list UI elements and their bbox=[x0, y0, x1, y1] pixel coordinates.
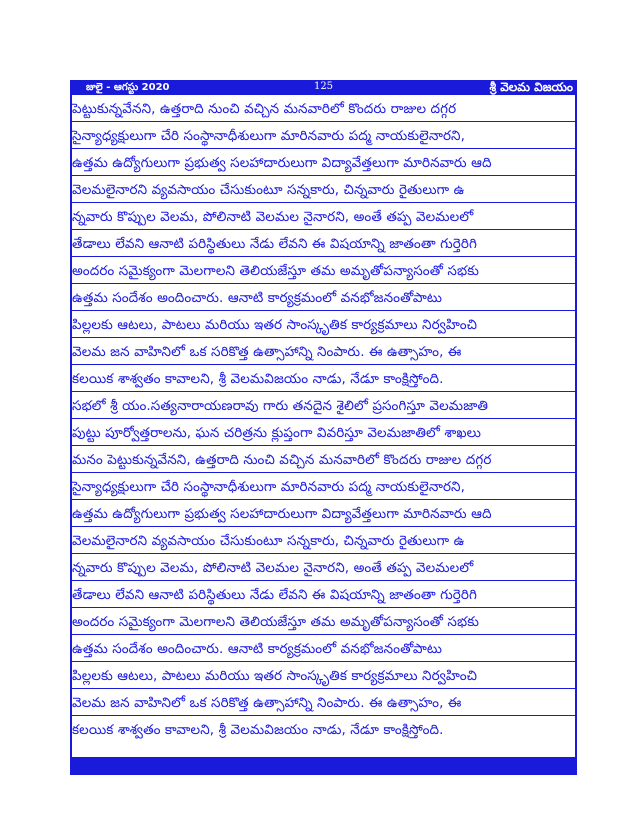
text-line: పిల్లలకు ఆటలు, పాటలు మరియు ఇతర సాంస్కృతిక కార్యక్రమాలు నిర్వహించి bbox=[72, 313, 575, 338]
text-line: పుట్టు పూర్వోత్తరాలను, ఘన చరిత్రను క్లుప్తంగా వివరిస్తూ వెలమజాతిలో శాఖలు bbox=[72, 421, 575, 446]
text-line: సైన్యాధ్యక్షులుగా చేరి సంస్థానాధీశులుగా మారినవారు పద్మ నాయకులైనారని, bbox=[72, 475, 575, 500]
text-line: న్నవారు కొప్పుల వెలమ, పోలినాటి వెలమల నైనారని, అంతే తప్ప వెలమలలో bbox=[72, 205, 575, 230]
text-line: ఉత్తమ సందేశం అందించారు. ఆనాటి కార్యక్రమంలో వనభోజనంతోపాటు bbox=[72, 637, 575, 662]
page-header bbox=[70, 80, 577, 95]
text-line: ఉత్తమ సందేశం అందించారు. ఆనాటి కార్యక్రమంలో వనభోజనంతోపాటు bbox=[72, 286, 575, 311]
text-line: అందరం సమైక్యంగా మెలగాలని తెలియజేస్తూ తమ అమృతోపన్యాసంతో సభకు bbox=[72, 259, 575, 284]
text-line: ఉత్తమ ఉద్యోగులుగా ప్రభుత్వ సలహాదారులుగా విద్యావేత్తలుగా మారినవారు ఆది bbox=[72, 151, 575, 176]
text-line: కలయిక శాశ్వతం కావాలని, శ్రీ వెలమవిజయం నాడు, నేడూ కాంక్షిస్తోంది. bbox=[72, 367, 575, 392]
issue-date: జులై - ఆగస్టు 2020 bbox=[86, 82, 170, 93]
text-line: తేడాలు లేవని ఆనాటి పరిస్థితులు నేడు లేవని ఈ విషయాన్ని జాతంతా గుర్తెరిగి bbox=[72, 583, 575, 608]
text-line: పెట్టుకున్నవేనని, ఉత్తరాది నుంచి వచ్చిన మనవారిలో కొందరు రాజుల దగ్గర bbox=[72, 97, 575, 122]
text-line: కలయిక శాశ్వతం కావాలని, శ్రీ వెలమవిజయం నాడు, నేడూ కాంక్షిస్తోంది. bbox=[72, 722, 444, 738]
text-line: వెలమ జన వాహినిలో ఒక సరికొత్త ఉత్సాహాన్ని నింపారు. ఈ ఉత్సాహం, ఈ bbox=[72, 340, 575, 365]
text-line: న్నవారు కొప్పుల వెలమ, పోలినాటి వెలమల నైనారని, అంతే తప్ప వెలమలలో bbox=[72, 556, 575, 581]
text-line: తేడాలు లేవని ఆనాటి పరిస్థితులు నేడు లేవని ఈ విషయాన్ని జాతంతా గుర్తెరిగి bbox=[72, 232, 575, 257]
text-line: సైన్యాధ్యక్షులుగా చేరి సంస్థానాధీశులుగా మారినవారు పద్మ నాయకులైనారని, bbox=[72, 124, 575, 149]
text-line: వెలమ జన వాహినిలో ఒక సరికొత్త ఉత్సాహాన్ని నింపారు. ఈ ఉత్సాహం, ఈ bbox=[72, 691, 575, 716]
article-body bbox=[70, 95, 577, 757]
text-line: వెలమలైనారని వ్యవసాయం చేసుకుంటూ సన్నకారు, చిన్నవారు రైతులుగా ఉ bbox=[72, 178, 575, 203]
text-line: మనం పెట్టుకున్నవేనని, ఉత్తరాది నుంచి వచ్చిన మనవారిలో కొందరు రాజుల దగ్గర bbox=[72, 448, 575, 473]
text-line: అందరం సమైక్యంగా మెలగాలని తెలియజేస్తూ తమ అమృతోపన్యాసంతో సభకు bbox=[72, 610, 575, 635]
magazine-title: శ్రీ వెలమ విజయం bbox=[489, 80, 573, 94]
text-line: పిల్లలకు ఆటలు, పాటలు మరియు ఇతర సాంస్కృతిక కార్యక్రమాలు నిర్వహించి bbox=[72, 664, 575, 689]
text-line: వెలమలైనారని వ్యవసాయం చేసుకుంటూ సన్నకారు, చిన్నవారు రైతులుగా ఉ bbox=[72, 529, 575, 554]
page-footer-bar bbox=[70, 757, 577, 775]
text-line: సభలో శ్రీ యం.సత్యనారాయణరావు గారు తనదైన శైలిలో ప్రసంగిస్తూ వెలమజాతి bbox=[72, 394, 575, 419]
text-line: ఉత్తమ ఉద్యోగులుగా ప్రభుత్వ సలహాదారులుగా విద్యావేత్తలుగా మారినవారు ఆది bbox=[72, 502, 575, 527]
magazine-page bbox=[70, 80, 577, 775]
page-number: 125 bbox=[313, 81, 334, 92]
